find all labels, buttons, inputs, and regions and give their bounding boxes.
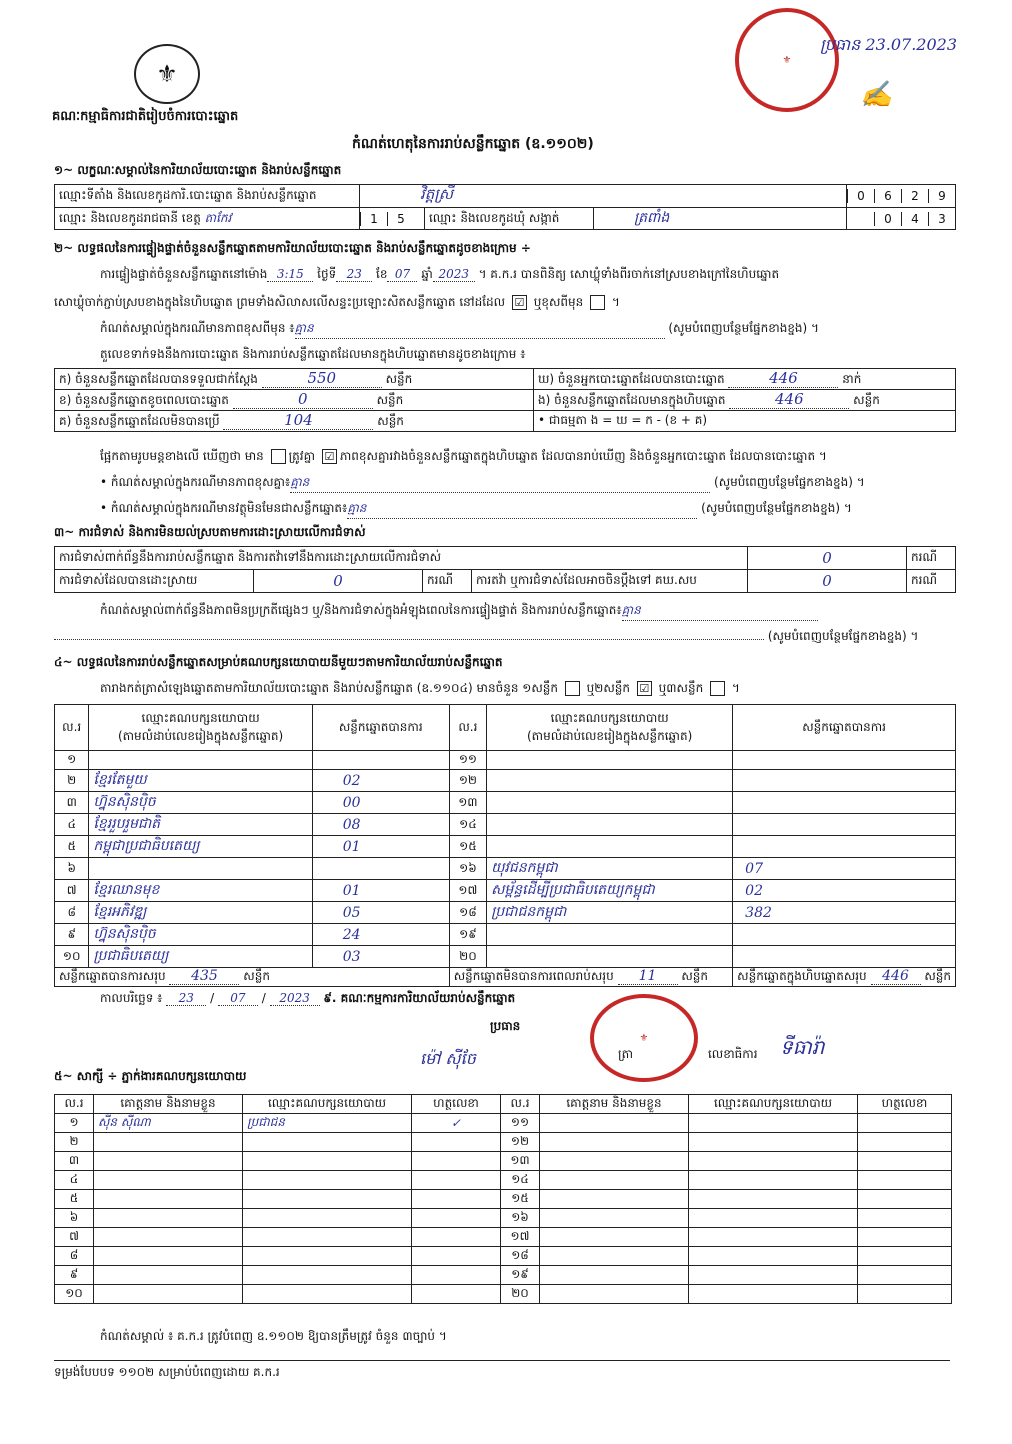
- witness-name[interactable]: [540, 1190, 689, 1209]
- party-votes: [733, 836, 956, 858]
- total-valid: 435: [169, 968, 239, 985]
- witness-signature[interactable]: [412, 1285, 501, 1304]
- formula: • ជាធម្មតា ង = ឃ = ក - (ខ + គ): [534, 411, 956, 432]
- witness-signature[interactable]: [412, 1171, 501, 1190]
- party-name: ខ្មែរអភិវឌ្ឍ: [89, 902, 312, 924]
- row-number: ២០: [501, 1285, 540, 1304]
- row-number: ៨: [55, 902, 89, 924]
- party-name: ខ្មែរឈានមុខ: [89, 880, 312, 902]
- table-row: [55, 1152, 952, 1171]
- voters-count: 446: [728, 369, 838, 388]
- witness-party[interactable]: [243, 1133, 412, 1152]
- party-votes: 08: [312, 814, 449, 836]
- match-checkbox[interactable]: [271, 449, 286, 464]
- party-name: [487, 792, 733, 814]
- party-votes: 01: [312, 836, 449, 858]
- witness-party[interactable]: [689, 1133, 858, 1152]
- witness-party[interactable]: [689, 1228, 858, 1247]
- section2-heading: ២~ លទ្ធផលនៃការផ្ទៀងផ្ទាត់ចំនួនសន្លឹកឆ្នោតតាមការិយាល័យបោះឆ្នោត និងរាប់សន្លឹកឆ្នោតដូចខាងក្រោម ÷: [54, 241, 531, 255]
- table-row: [55, 770, 956, 792]
- party-votes: [733, 946, 956, 968]
- witness-party[interactable]: [689, 1190, 858, 1209]
- witness-name[interactable]: [94, 1171, 243, 1190]
- secretary-signature: ទីធារ៉ា: [780, 1035, 825, 1059]
- witness-party[interactable]: [689, 1266, 858, 1285]
- witness-name[interactable]: [94, 1190, 243, 1209]
- row-number: ៧: [55, 1228, 94, 1247]
- row-number: ១៥: [449, 836, 486, 858]
- party-name: កម្ពុជាប្រជាធិបតេយ្យ: [89, 836, 312, 858]
- table-row: [55, 1247, 952, 1266]
- row-number: ១៤: [449, 814, 486, 836]
- committee-label: ៩. គណៈកម្មការការិយាល័យរាប់សន្លឹកឆ្នោត: [323, 991, 516, 1005]
- party-name: [487, 751, 733, 770]
- witness-signature[interactable]: [412, 1133, 501, 1152]
- different-checkbox[interactable]: [590, 295, 605, 310]
- station-label: ឈ្មោះទីតាំង និងលេខកូដការិ.បោះឆ្នោត និងរាប់សន្លឹកឆ្នោត: [55, 185, 360, 208]
- commune-code: 0 4 3: [847, 208, 956, 230]
- witness-party[interactable]: [689, 1152, 858, 1171]
- witness-name[interactable]: [94, 1285, 243, 1304]
- witness-signature[interactable]: [858, 1266, 952, 1285]
- province-code: 1 5: [360, 208, 425, 230]
- objection-label: ការជំទាស់ពាក់ព័ន្ធនឹងការរាប់សន្លឹកឆ្នោត និងការតវ៉ាទៅនឹងការដោះស្រាយលើការជំទាស់: [55, 547, 748, 570]
- row-number: ៨: [55, 1247, 94, 1266]
- count-intro: តួលេខទាក់ទងនឹងការបោះឆ្នោត និងការរាប់សន្លឹកឆ្នោតដែលមានក្នុងហិបឆ្នោតមានដូចខាងក្រោម ៖: [100, 347, 526, 361]
- seal-line: សោឃ្លុំចាក់ភ្ជាប់ស្របខាងក្នុងនៃហិបឆ្នោត ព្រមទាំងសិលាសលើសន្ទះប្រឡោះសិតសន្លឹកឆ្នោត នៅដដែល ☑ ឬខុសពីមុន ។: [54, 295, 620, 309]
- witness-name[interactable]: [540, 1114, 689, 1133]
- official-stamp-bottom: ⚜: [590, 994, 698, 1082]
- table-row: [55, 880, 956, 902]
- row-number: ១: [55, 751, 89, 770]
- witness-signature[interactable]: [412, 1152, 501, 1171]
- witness-party[interactable]: [689, 1209, 858, 1228]
- witness-party[interactable]: [243, 1171, 412, 1190]
- row-number: ៤: [55, 1171, 94, 1190]
- witness-signature[interactable]: [858, 1114, 952, 1133]
- witness-name[interactable]: [94, 1247, 243, 1266]
- witness-party[interactable]: [689, 1171, 858, 1190]
- party-name: [89, 751, 312, 770]
- witness-name[interactable]: [540, 1228, 689, 1247]
- station-name: វិត្តស្រី: [360, 185, 847, 208]
- witness-name[interactable]: [540, 1266, 689, 1285]
- spoiled-ballots: 0: [233, 390, 373, 409]
- witness-signature[interactable]: [858, 1285, 952, 1304]
- row-number: ១៦: [501, 1209, 540, 1228]
- row-number: ១៧: [449, 880, 486, 902]
- row-number: ១២: [501, 1133, 540, 1152]
- tally-line: តារាងកត់ត្រាសំឡេងឆ្នោតតាមការិយាល័យបោះឆ្នោត និងរាប់សន្លឹកឆ្នោត (ឧ.១១០៤) មានចំនួន ១សន្លឹក ឬ២សន្លឹក ☑ ឬ៣សន្លឹក ។: [100, 681, 740, 695]
- witness-name[interactable]: [94, 1152, 243, 1171]
- party-votes: 02: [312, 770, 449, 792]
- witness-name[interactable]: [540, 1247, 689, 1266]
- footnote: កំណត់សម្គាល់ ៖ គ.ក.រ ត្រូវបំពេញ ឧ.១១០២ ឱ្យបានត្រឹមត្រូវ ចំនួន ៣ច្បាប់ ។: [100, 1329, 447, 1343]
- witness-name[interactable]: [94, 1228, 243, 1247]
- row-number: ៧: [55, 880, 89, 902]
- tally-1-checkbox[interactable]: [565, 681, 580, 696]
- resolved-count: 0: [254, 570, 423, 593]
- party-votes: [312, 751, 449, 770]
- table-row: [55, 1209, 952, 1228]
- chair-label: ប្រធាន: [490, 1019, 521, 1033]
- verify-time: 3:15: [267, 267, 313, 282]
- party-name: ប្រជាធិបតេយ្យ: [89, 946, 312, 968]
- table-row: [55, 1114, 952, 1133]
- table-row: [55, 1266, 952, 1285]
- witness-party[interactable]: [243, 1247, 412, 1266]
- ballots-in-box: 446: [729, 390, 849, 409]
- witness-signature[interactable]: [858, 1171, 952, 1190]
- table-row: [55, 836, 956, 858]
- witness-party[interactable]: ប្រជាជន: [243, 1114, 412, 1133]
- witness-name[interactable]: [94, 1209, 243, 1228]
- witness-party[interactable]: [243, 1209, 412, 1228]
- total-invalid: 11: [618, 968, 678, 985]
- verification-line: ការផ្ទៀងផ្ទាត់ចំនួនសន្លឹកឆ្នោតនៅម៉ោង 3:15 ថ្ងៃទី 23 ខែ 07 ឆ្នាំ 2023 ។ គ.ក.រ បានពិនិត្យ សោឃ្លុំទាំងពីរចាក់នៅស្របខាងក្រៅនៃហិបឆ្នោត: [100, 267, 780, 281]
- corner-signature: ✍: [860, 80, 893, 110]
- total-in-box: 446: [871, 968, 921, 985]
- secretary-label: លេខាធិការ: [708, 1047, 758, 1061]
- party-votes: 02: [733, 880, 956, 902]
- province-label: ឈ្មោះ និងលេខកូដរាជធានី ខេត្ត: [59, 210, 201, 225]
- witness-name[interactable]: [540, 1133, 689, 1152]
- witness-party[interactable]: [243, 1152, 412, 1171]
- witness-name[interactable]: [540, 1171, 689, 1190]
- witness-party[interactable]: [243, 1266, 412, 1285]
- received-ballots: 550: [262, 369, 382, 388]
- table-row: [55, 1171, 952, 1190]
- row-number: ១២: [449, 770, 486, 792]
- same-checkbox[interactable]: ☑: [512, 295, 527, 310]
- party-name: យុវជនកម្ពុជា: [487, 858, 733, 880]
- row-number: ២០: [449, 946, 486, 968]
- witness-signature[interactable]: [412, 1190, 501, 1209]
- party-votes: [733, 814, 956, 836]
- note1-value: គ្មាន: [295, 320, 665, 339]
- table-row: [55, 751, 956, 770]
- witness-name[interactable]: [94, 1266, 243, 1285]
- party-votes: 00: [312, 792, 449, 814]
- tally-2-checkbox[interactable]: ☑: [637, 681, 652, 696]
- party-name: ប្រជាជនកម្ពុជា: [487, 902, 733, 924]
- party-votes: 382: [733, 902, 956, 924]
- witness-name[interactable]: [540, 1285, 689, 1304]
- row-number: ១១: [501, 1114, 540, 1133]
- station-code: 0 6 2 9: [847, 185, 956, 208]
- date-year: 2023: [270, 991, 320, 1006]
- row-number: ៩: [55, 1266, 94, 1285]
- witness-signature[interactable]: [412, 1228, 501, 1247]
- resolved-label: ការជំទាស់ដែលបានដោះស្រាយ: [55, 570, 254, 593]
- witness-signature[interactable]: [858, 1190, 952, 1209]
- row-number: ១៦: [449, 858, 486, 880]
- note3-line: • កំណត់សម្គាល់ក្នុងករណីមានវត្ថុមិនមែនជាសន្លឹកឆ្នោត៖គ្មាន (សូមបំពេញបន្ថែមផ្នែកខាងខ្នង) ។: [100, 500, 852, 519]
- witness-name[interactable]: [94, 1133, 243, 1152]
- table-row: [55, 814, 956, 836]
- table-row: [55, 902, 956, 924]
- appeal-count: 0: [748, 570, 907, 593]
- section4-heading: ៤~ លទ្ធផលនៃការរាប់សន្លឹកឆ្នោតសម្រាប់គណបក្សនយោបាយនីមួយៗតាមការិយាល័យរាប់សន្លឹកឆ្នោត: [54, 655, 503, 669]
- party-votes: [733, 770, 956, 792]
- witness-party[interactable]: [689, 1114, 858, 1133]
- tally-3-checkbox[interactable]: [710, 681, 725, 696]
- objection-table: ការជំទាស់ពាក់ព័ន្ធនឹងការរាប់សន្លឹកឆ្នោត និងការតវ៉ាទៅនឹងការដោះស្រាយលើការជំទាស់ 0 ករណី ការជំទាស់ដែលបានដោះស្រាយ 0 ករណី ការតវ៉ា ឬការជំទាស់ដែលអាចចិនប្តឹងទៅ គឃ.សប 0 ករណី: [54, 546, 956, 593]
- witness-party[interactable]: [243, 1190, 412, 1209]
- table-row: [55, 946, 956, 968]
- witness-signature[interactable]: [412, 1209, 501, 1228]
- section3-note-cont: (សូមបំពេញបន្ថែមផ្នែកខាងខ្នង) ។: [54, 628, 954, 646]
- table-row: [55, 792, 956, 814]
- witness-signature[interactable]: [858, 1152, 952, 1171]
- row-number: ៦: [55, 1209, 94, 1228]
- row-number: ៣: [55, 792, 89, 814]
- witness-signature[interactable]: [858, 1209, 952, 1228]
- witness-signature[interactable]: [858, 1133, 952, 1152]
- row-number: ២: [55, 770, 89, 792]
- party-votes: 24: [312, 924, 449, 946]
- party-votes: [312, 858, 449, 880]
- unused-ballots: 104: [223, 411, 373, 430]
- chair-signature: ម៉ៅ ស៊ីចែ: [420, 1049, 476, 1068]
- row-number: ១៣: [449, 792, 486, 814]
- section1-heading: ១~ លក្ខណៈសម្គាល់នៃការិយាល័យបោះឆ្នោត និងរាប់សន្លឹកឆ្នោត: [54, 163, 342, 177]
- table-row: [55, 1285, 952, 1304]
- mismatch-checkbox[interactable]: ☑: [322, 449, 337, 464]
- row-number: ២: [55, 1133, 94, 1152]
- witness-signature[interactable]: [412, 1266, 501, 1285]
- row-number: ១៩: [449, 924, 486, 946]
- note1-line: កំណត់សម្គាល់ក្នុងករណីមានភាពខុសពីមុន ៖គ្មាន (សូមបំពេញបន្ថែមផ្នែកខាងខ្នង) ។: [100, 320, 819, 339]
- party-name: [487, 770, 733, 792]
- witness-table: ល.រ គោត្តនាម និងនាមខ្លួន ឈ្មោះគណបក្សនយោបាយ ហត្ថលេខា ល.រ គោត្តនាម និងនាមខ្លួន ឈ្មោះគណបក្សនយោបាយ ហត្ថលេខា ១ ស៊ីន ស៊ីណា ប្រជាជន ✓ ១១ ២ ១២ ៣ ១៣ ៤ ១៤ ៥ ១៥ ៦ ១៦ ៧ ១៧ ៨ ១៨ ៩ ១៩ ១០ ២០: [54, 1094, 952, 1304]
- objection-count: 0: [748, 547, 907, 570]
- table-row: [55, 858, 956, 880]
- witness-signature[interactable]: [858, 1247, 952, 1266]
- results-table: ល.រ ឈ្មោះគណបក្សនយោបាយ (តាមលំដាប់លេខរៀងក្នុងសន្លឹកឆ្នោត) សន្លឹកឆ្នោតបានការ ល.រ ឈ្មោះគណបក្សនយោបាយ (តាមលំដាប់លេខរៀងក្នុងសន្លឹកឆ្នោត) សន្លឹកឆ្នោតបានការ ១ ១១ ២ ខ្មែរតែមួយ 02 ១២ ៣ ហ្វ៊ុនស៊ិនប៉ិច 00 ១៣ ៤ ខ្មែររួបរួមជាតិ 08 ១៤ ៥ កម្ពុជាប្រជាធិបតេយ្យ 01 ១៥ ៦ ១៦ យុវជនកម្ពុជា 07 ៧ ខ្មែរឈានមុខ 01 ១៧ សម្ព័ន្ធដើម្បីប្រជាធិបតេយ្យកម្ពុជា 02 ៨ ខ្មែរអភិវឌ្ឍ 05 ១៨ ប្រជាជនកម្ពុជា 382 ៩ ហ្វ៊ុនស៊ិនប៉ិច 24 ១៩ ១០ ប្រជាធិបតេយ្យ 03 ២០ សន្លឹកឆ្នោតបានការសរុប 435 សន្លឹក សន្លឹកឆ្នោតមិនបានការពេលរាប់សរុប 11 សន្លឹក សន្លឹកឆ្នោតក្នុងហិបឆ្នោតសរុប 446 សន្លឹក: [54, 704, 956, 987]
- note3-value: គ្មាន: [347, 500, 697, 519]
- commune-label: ឈ្មោះ និងលេខកូដឃុំ សង្កាត់: [425, 208, 594, 230]
- corner-handwriting: ប្រធាន 23.07.2023: [820, 35, 958, 54]
- party-votes: 03: [312, 946, 449, 968]
- party-votes: 01: [312, 880, 449, 902]
- table-row: [55, 1228, 952, 1247]
- row-number: ១៨: [449, 902, 486, 924]
- org-name: គណៈកម្មាធិការជាតិរៀបចំការបោះឆ្នោត: [52, 109, 239, 124]
- section3-note: កំណត់សម្គាល់ពាក់ព័ន្ធនឹងភាពមិនប្រក្រតីផ្សេងៗ ឬ/និងការជំទាស់ក្នុងអំឡុងពេលនៃការផ្ទៀងផ្ទាត់ និងការរាប់សន្លឹកឆ្នោត៖គ្មាន: [100, 602, 818, 621]
- section3-note-value: គ្មាន: [622, 602, 818, 621]
- row-number: ៩: [55, 924, 89, 946]
- compare-line: ផ្អែកតាមរូបមន្តខាងលើ ឃើញថា មាន ត្រូវគ្នា ☑ ភាពខុសគ្នារវាងចំនួនសន្លឹកឆ្នោតក្នុងហិបឆ្នោត ដែលបានរាប់ឃើញ និងចំនួនអ្នកបោះឆ្នោត ដែលបានបោះឆ្នោត ។: [100, 449, 827, 463]
- party-name: [487, 924, 733, 946]
- party-name: ខ្មែរតែមួយ: [89, 770, 312, 792]
- witness-signature[interactable]: [412, 1247, 501, 1266]
- party-votes: [733, 792, 956, 814]
- verify-year: 2023: [433, 267, 475, 282]
- table-row: [55, 924, 956, 946]
- party-votes: 05: [312, 902, 449, 924]
- row-number: ១១: [449, 751, 486, 770]
- row-number: ១៧: [501, 1228, 540, 1247]
- party-name: [89, 858, 312, 880]
- row-number: ១៩: [501, 1266, 540, 1285]
- row-number: ១៤: [501, 1171, 540, 1190]
- row-number: ៤: [55, 814, 89, 836]
- row-number: ៥: [55, 836, 89, 858]
- witness-party[interactable]: [243, 1285, 412, 1304]
- table-row: [55, 1133, 952, 1152]
- row-number: ១០: [55, 1285, 94, 1304]
- row-number: ៦: [55, 858, 89, 880]
- station-table: [54, 184, 956, 230]
- note2-line: • កំណត់សម្គាល់ក្នុងករណីមានភាពខុសគ្នា៖គ្មាន (សូមបំពេញបន្ថែមផ្នែកខាងខ្នង) ។: [100, 474, 865, 493]
- date-month: 07: [218, 991, 258, 1006]
- party-votes: [733, 751, 956, 770]
- row-number: ១៨: [501, 1247, 540, 1266]
- date-line: កាលបរិច្ឆេទ ៖ 23 / 07 / 2023 ៩. គណៈកម្មការការិយាល័យរាប់សន្លឹកឆ្នោត: [100, 991, 516, 1005]
- witness-signature[interactable]: ✓: [412, 1114, 501, 1133]
- witness-name[interactable]: [540, 1152, 689, 1171]
- party-name: [487, 836, 733, 858]
- witness-party[interactable]: [689, 1285, 858, 1304]
- date-day: 23: [166, 991, 206, 1006]
- official-stamp-top: ⚜: [735, 8, 839, 112]
- party-name: [487, 814, 733, 836]
- verify-month: 07: [387, 267, 417, 282]
- party-name: ហ្វ៊ុនស៊ិនប៉ិច: [89, 924, 312, 946]
- party-votes: [733, 924, 956, 946]
- row-number: ១០: [55, 946, 89, 968]
- party-name: ខ្មែររួបរួមជាតិ: [89, 814, 312, 836]
- note2-value: គ្មាន: [290, 474, 710, 493]
- party-name: សម្ព័ន្ធដើម្បីប្រជាធិបតេយ្យកម្ពុជា: [487, 880, 733, 902]
- witness-name[interactable]: ស៊ីន ស៊ីណា: [94, 1114, 243, 1133]
- row-number: ១: [55, 1114, 94, 1133]
- stamp-label: ត្រា: [618, 1047, 633, 1061]
- row-number: ៥: [55, 1190, 94, 1209]
- row-number: ៣: [55, 1152, 94, 1171]
- section3-heading: ៣~ ការជំទាស់ និងការមិនយល់ស្របតាមការដោះស្រាយលើការជំទាស់: [54, 525, 366, 539]
- party-name: ហ្វ៊ុនស៊ិនប៉ិច: [89, 792, 312, 814]
- table-row: [55, 1190, 952, 1209]
- witness-party[interactable]: [689, 1247, 858, 1266]
- appeal-label: ការតវ៉ា ឬការជំទាស់ដែលអាចចិនប្តឹងទៅ គឃ.សប: [472, 570, 748, 593]
- province-name: តាកែវ: [204, 210, 232, 225]
- witness-party[interactable]: [243, 1228, 412, 1247]
- ballot-count-table: ក) ចំនួនសន្លឹកឆ្នោតដែលបានទទួលជាក់ស្តែង 550 សន្លឹក ឃ) ចំនួនអ្នកបោះឆ្នោតដែលបានបោះឆ្នោត 446 នាក់ ខ) ចំនួនសន្លឹកឆ្នោតខូចពេលបោះឆ្នោត 0 សន្លឹក ង) ចំនួនសន្លឹកឆ្នោតដែលមានក្នុងហិបឆ្នោត 446 សន្លឹក គ) ចំនួនសន្លឹកឆ្នោតដែលមិនបានប្រើ 104 សន្លឹក • ជាធម្មតា ង = ឃ = ក - (ខ + គ): [54, 368, 956, 432]
- commune-name: ត្រពាំង: [594, 208, 847, 230]
- witness-signature[interactable]: [858, 1228, 952, 1247]
- form-title: កំណត់ហេតុនៃការរាប់សន្លឹកឆ្នោត (ឧ.១១០២): [352, 136, 594, 152]
- verify-day: 23: [336, 267, 372, 282]
- witness-name[interactable]: [540, 1209, 689, 1228]
- party-votes: 07: [733, 858, 956, 880]
- row-number: ១៣: [501, 1152, 540, 1171]
- form-reference: ទម្រង់បែបបទ ១១០២ សម្រាប់បំពេញដោយ គ.ក.រ: [54, 1365, 280, 1379]
- party-name: [487, 946, 733, 968]
- emblem-icon: ⚜: [134, 44, 200, 104]
- row-number: ១៥: [501, 1190, 540, 1209]
- section5-heading: ៥~ សាក្សី ÷ ភ្នាក់ងារគណបក្សនយោបាយ: [54, 1069, 247, 1083]
